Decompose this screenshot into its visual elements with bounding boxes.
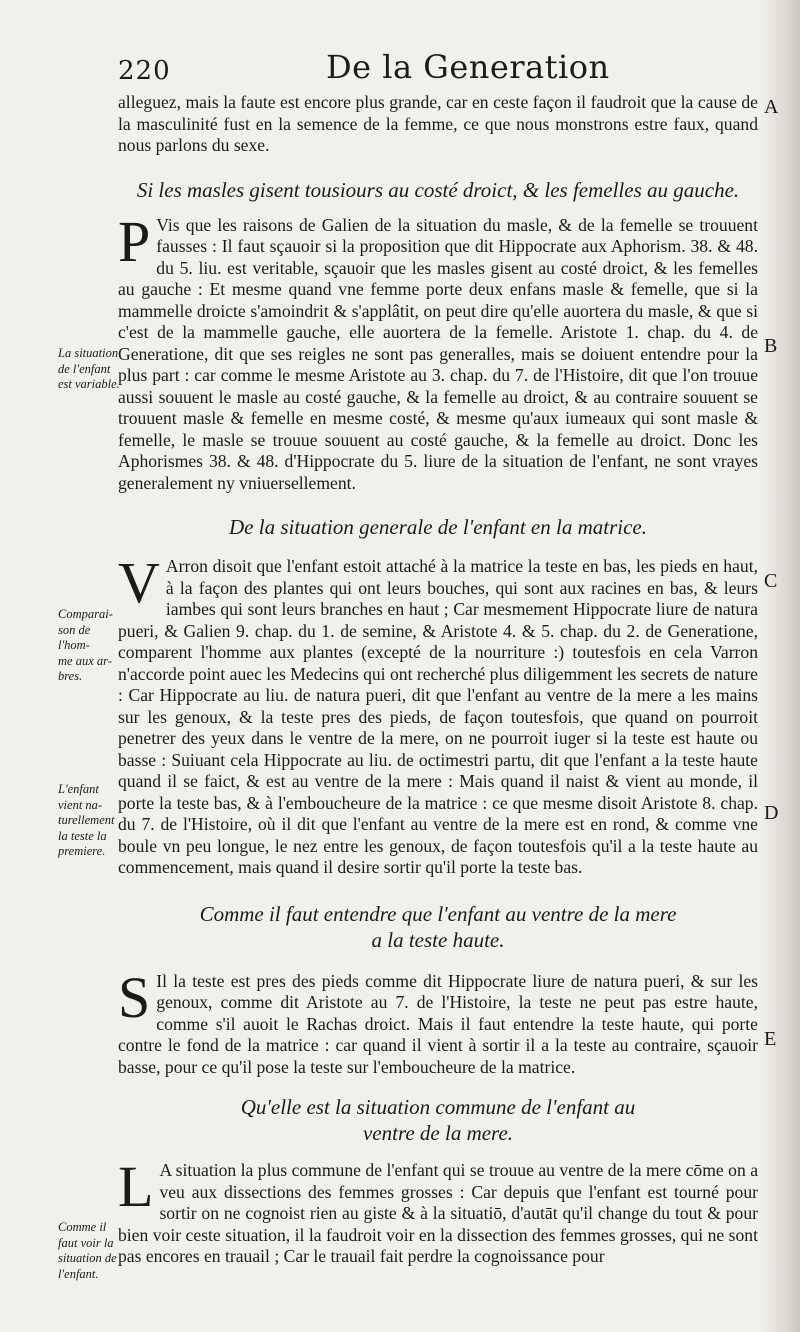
section-heading-3: Comme il faut entendre que l'enfant au ventre de la mere a la teste haute. — [199, 901, 677, 952]
margin-note-head-first: L'enfant vient na- turellement la teste la premiere. — [58, 782, 115, 858]
page-gutter-shadow — [760, 0, 800, 1332]
drop-cap: V — [118, 550, 160, 615]
drop-cap: P — [118, 208, 151, 274]
running-title: De la Generation — [326, 48, 610, 86]
section-letter-b: B — [764, 335, 778, 357]
page-header — [118, 48, 758, 88]
paragraph-text: A situation la plus commune de l'enfant qui se trouue au ventre de la mere cōme on a veu aux dissections des femmes grosses : Car depuis que l'enfant est tourné pour sortir on ne cognoist rien au giste & à la situatiō, d'autāt qu'il change du tout & pour bien voir ceste situation, il la faudroit voir en la dissection des femmes grosses, qui ne sont pas encores en trauail ; Car le trauail fait perdre la cognoissance pour — [118, 1160, 758, 1266]
page-number: 220 — [118, 56, 171, 86]
margin-note-comparison: Comparai- son de l'hom- me aux ar- bres. — [58, 607, 113, 683]
section-paragraph-1 — [118, 208, 758, 495]
paragraph-text: Il la teste est pres des pieds comme dit Hippocrate liure de natura pueri, & sur les genoux, comme dit Aristote au 7. de l'Histoire, la teste ne peut pas estre haute, comme s'il auoit le Rachas droict. Mais il faut entendre la teste haute, qui porte contre le fond de la matrice : car quand il vient à sortir il a la teste au contraire, sçauoir basse, pour ce qu'il pose la teste sur l'embouchеure de la matrice. — [118, 970, 758, 1077]
section-letter-d: D — [764, 802, 779, 824]
margin-note-situation-variable: La situation de l'enfant est variable. — [58, 346, 120, 391]
page-body — [118, 92, 758, 1268]
paragraph-text: Vis que les raisons de Galien de la situation du masle, & de la femelle se trouuent fausses : Il faut sçauoir si la proposition que dit Hippocrate aux Aphorism. 38. & 48. du 5. liu. est veritable, sçauoir que les masles gisent au costé droict, & les femelles au gauche : Et mesme quand vne femme porte deux enfans masle & femelle, que si la mammelle droicte s'amoindrit & s'applâtit, on peut dire qu'elle auortera du masle, & que si c'est de la mammelle gauche, elle auortera de la femelle. Aristote 1. chap. du 4. de Generatione, dit que ses reigles ne sont pas generalles, mais se doiuent entendre pour la plus part : car comme le mesme Aristote au 3. chap. du 7. de l'Histoire, dit que l'on trouue aussi souuent le masle au costé gauche, & la femelle au droict, & au contraire souuent se trouuent masle & femelle en mesme costé, & mesme qu'aux iumeaux qui sont masle & femelle, le masle se trouue souuent au costé gauche, & la femelle au droict. Donc les Aphorismes 38. & 48. d'Hippocrate du 5. liure de la situation de l'enfant, ne sont vrayes generalement ny vniuersellement. — [118, 214, 758, 493]
section-heading-2: De la situation generale de l'enfant en la matrice. — [229, 515, 647, 539]
paragraph-text: Arron disoit que l'enfant estoit attaché à la matrice la teste en bas, les pieds en haut, à la façon des plantes qui ont leurs bouches, qui sont aux racines en bas, & leurs iambes qui sont leurs branches en haut ; Car mesmement Hippocrate liure de natura pueri, & Galien 9. chap. du 1. de semine, & Aristote 4. & 5. chap. du 2. de Generatione, comparent l'homme aux plantes (excepté de la nourriture :) toutesfois en cela Varron n'accorde point auec les Medecins qui ont recherché plus diligemment les secrets de nature : Car Hippocrate au liu. de natura pueri, dit que l'enfant au ventre de la mere a les mains sur les genoux, & la teste pres des pieds, de façon toutesfois, que quand on pourroit penetrer des yeux dans le ventre de la mere, on ne pourroit iuger si la teste est haute ou basse : Suiuant cela Hippocrate au liu. de octimestri partu, dit que l'enfant a la teste haute quand il se faict, & est au ventre de la mere : Mais quand il naist & vient au monde, il porte la teste bas, & à l'embouchеure de la matrice : ce que mesme disoit Aristote 8. chap. du 7. de l'Histoire, où il dit que l'enfant au ventre de la mere est en rond, & comme vne boule vn peu longue, le nez entre les genoux, de façon toutesfois qu'il a la teste haute au commencement, mais quand il desire sortir qu'il porte la teste bas. — [118, 556, 758, 877]
section-letter-a: A — [764, 96, 779, 118]
drop-cap: S — [118, 964, 151, 1030]
drop-cap: L — [118, 1154, 154, 1219]
margin-note-how-to-see: Comme il faut voir la situation de l'enfant. — [58, 1220, 117, 1281]
intro-paragraph: alleguez, mais la faute est encore plus grande, car en ceste façon il faudroit que la cause de la masculinité fust en la semence de la femme, ce que nous monstrons estre faux, quand nous parlons du sexe. — [118, 92, 758, 155]
section-paragraph-3 — [118, 964, 758, 1079]
section-heading-1: Si les masles gisent tousiours au costé droict, & les femelles au gauche. — [136, 177, 740, 202]
section-paragraph-2 — [118, 550, 758, 879]
section-letter-e: E — [764, 1028, 777, 1050]
section-letter-c: C — [764, 570, 778, 592]
section-paragraph-4 — [118, 1154, 758, 1268]
section-heading-4: Qu'elle est la situation commune de l'enfant au ventre de la mere. — [240, 1095, 636, 1145]
